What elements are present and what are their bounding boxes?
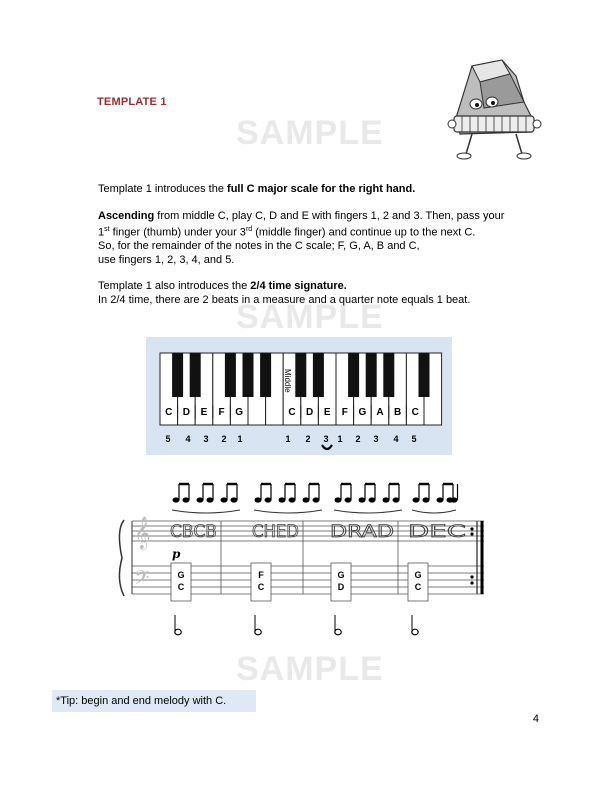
key-label: F xyxy=(341,407,348,418)
phrase-slur xyxy=(334,510,402,513)
key-label: E xyxy=(323,407,331,418)
finger-number: 3 xyxy=(373,434,379,444)
watermark-middle: SAMPLE xyxy=(236,298,384,336)
key-label: D xyxy=(305,407,314,418)
bass-chord-note: F xyxy=(258,570,264,580)
bass-chord-note: G xyxy=(337,570,345,580)
key-label: B xyxy=(393,407,402,418)
grand-staff-brace xyxy=(119,520,124,596)
bass-clef-icon: 𝄢 xyxy=(134,566,150,594)
black-key xyxy=(295,353,306,397)
half-note xyxy=(175,629,181,635)
finger-number: 5 xyxy=(411,434,417,444)
finger-number: 4 xyxy=(393,434,399,444)
treble-measure-letters: CBCB xyxy=(170,522,217,542)
piano-mascot-illustration xyxy=(440,58,550,168)
phrase-slur xyxy=(412,510,456,513)
tip-box: *Tip: begin and end melody with C. xyxy=(52,690,256,712)
finger-number: 1 xyxy=(337,434,343,444)
half-note xyxy=(255,629,261,635)
black-key xyxy=(383,353,394,397)
key-label: F xyxy=(218,407,225,418)
watermark-top: SAMPLE xyxy=(236,114,384,152)
finger-number: 4 xyxy=(185,434,191,444)
black-key xyxy=(225,353,236,397)
bass-chord-note: C xyxy=(257,582,265,592)
treble-clef-icon: 𝄞 xyxy=(134,516,151,549)
intro-paragraph-1: Template 1 introduces the full C major scale for the right hand. xyxy=(98,183,416,195)
music-notation xyxy=(110,470,500,650)
bass-chord-note: D xyxy=(337,582,345,592)
key-label: G xyxy=(358,407,367,418)
keyboard-diagram xyxy=(146,337,452,455)
phrase-slur xyxy=(254,510,322,513)
black-key xyxy=(243,353,254,397)
finger-number: 3 xyxy=(323,434,329,444)
black-key xyxy=(260,353,271,397)
key-label: C xyxy=(165,407,173,418)
finger-number: 2 xyxy=(305,434,311,444)
middle-c-label: Middle xyxy=(283,369,292,393)
half-note xyxy=(335,629,341,635)
finger-number: 1 xyxy=(285,434,291,444)
key-label: G xyxy=(235,407,244,418)
half-note xyxy=(412,629,418,635)
finger-number: 3 xyxy=(203,434,209,444)
page-number: 4 xyxy=(532,713,539,725)
finger-number: 2 xyxy=(221,434,227,444)
finger-number: 5 xyxy=(165,434,171,444)
key-label: A xyxy=(376,407,384,418)
treble-measure-letters: CHED xyxy=(252,522,299,542)
black-key xyxy=(366,353,377,397)
key-label: C xyxy=(288,407,296,418)
black-key xyxy=(348,353,359,397)
black-key xyxy=(419,353,430,397)
watermark-bottom: SAMPLE xyxy=(236,650,384,688)
phrase-slur xyxy=(172,510,240,513)
finger-number: 2 xyxy=(355,434,361,444)
bass-chord-note: C xyxy=(177,582,185,592)
intro-text xyxy=(98,183,538,320)
page-title: TEMPLATE 1 xyxy=(97,96,167,108)
key-label: D xyxy=(182,407,191,418)
rhythm-note xyxy=(451,497,458,502)
intro-paragraph-2: Ascending from middle C, play C, D and E with fingers 1, 2 and 3. Then, pass your 1st finger (thumb) under your 3rd (middle finger) and continue up to the next C. So, for the remainder of the notes in the C scale; F, G, A, B and C, use fingers 1, 2, 3, 4, and 5. xyxy=(98,209,505,266)
finger-number: 1 xyxy=(237,434,243,444)
black-key xyxy=(190,353,201,397)
black-key xyxy=(172,353,183,397)
black-key xyxy=(313,353,324,397)
key-label: C xyxy=(411,407,419,418)
bass-chord-note: G xyxy=(414,570,422,580)
intro-paragraph-3: Template 1 also introduces the 2/4 time signature. In 2/4 time, there are 2 beats in a measure and a quarter note equals 1 beat. xyxy=(98,280,471,306)
treble-measure-letters: DEC xyxy=(408,522,466,542)
key-label: E xyxy=(200,407,208,418)
bass-chord-note: C xyxy=(414,582,422,592)
bass-chord-note: G xyxy=(177,570,185,580)
treble-measure-letters: DRAD xyxy=(330,522,394,542)
dynamic-marking: p xyxy=(172,547,181,561)
